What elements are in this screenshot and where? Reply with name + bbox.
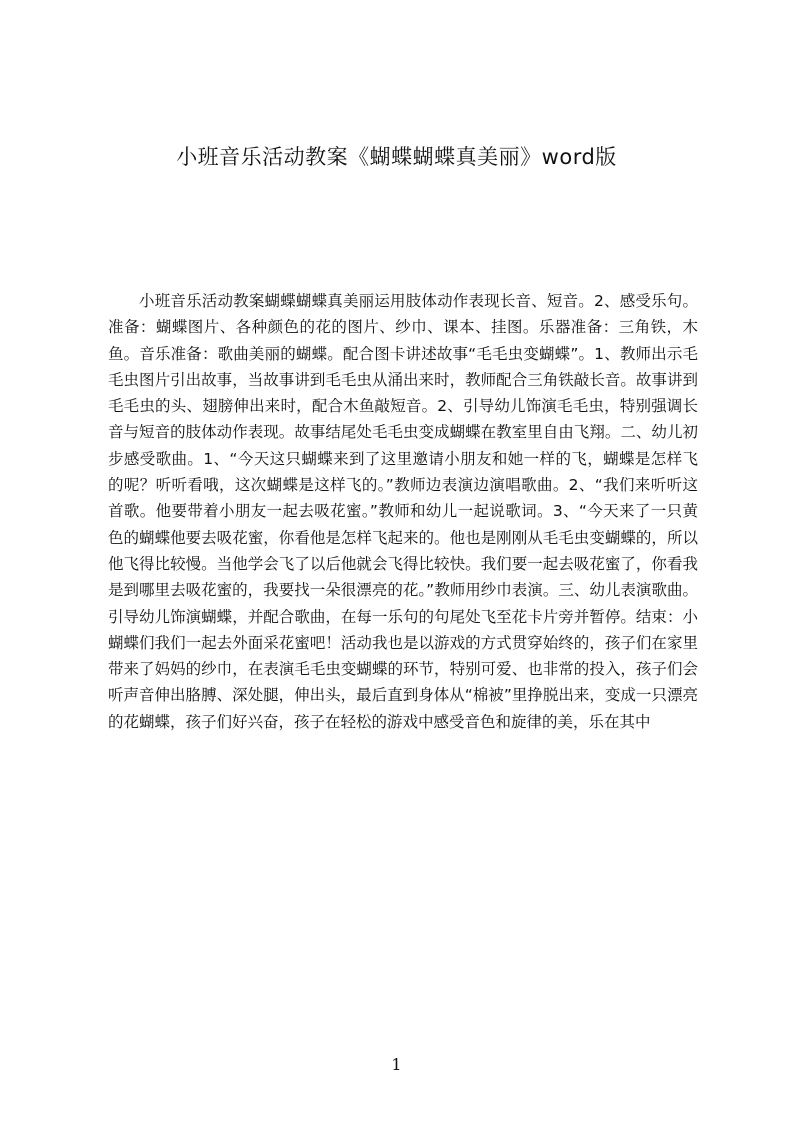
document-body-paragraph: 小班音乐活动教案蝴蝶蝴蝶真美丽运用肢体动作表现长音、短音。2、感受乐句。准备：蝴蝶图片、各种颜色的花的图片、纱巾、课本、挂图。乐器准备：三角铁，木鱼。音乐准备：歌曲美丽的蝴蝶。配合图卡讲述故事“毛毛虫变蝴蝶”。1、教师出示毛毛虫图片引出故事，当故事讲到毛毛虫从涌出来时，教师配合三角铁敲长音。故事讲到毛毛虫的头、翅膀伸出来时，配合木鱼敲短音。2、引导幼儿饰演毛毛虫，特别强调长音与短音的肢体动作表现。故事结尾处毛毛虫变成蝴蝶在教室里自由飞翔。二、幼儿初步感受歌曲。1、“今天这只蝴蝶来到了这里邀请小朋友和她一样的飞，蝴蝶是怎样飞的呢？听听看哦，这次蝴蝶是这样飞的。”教师边表演边演唱歌曲。2、“我们来听听这首歌。他要带着小朋友一起去吸花蜜。”教师和幼儿一起说歌词。3、“今天来了一只黄色的蝴蝶他要去吸花蜜，你看他是怎样飞起来的。他也是刚刚从毛毛虫变蝴蝶的，所以他飞得比较慢。当他学会飞了以后他就会飞得比较快。我们要一起去吸花蜜了，你看我是到哪里去吸花蜜的，我要找一朵很漂亮的花。”教师用纱巾表演。三、幼儿表演歌曲。引导幼儿饰演蝴蝶，并配合歌曲，在每一乐句的句尾处飞至花卡片旁并暂停。结束：小蝴蝶们我们一起去外面采花蜜吧！活动我也是以游戏的方式贯穿始终的，孩子们在家里带来了妈妈的纱巾，在表演毛毛虫变蝴蝶的环节，特别可爱、也非常的投入，孩子们会听声音伸出胳膊、深处腿，伸出头，最后直到身体从“棉被”里挣脱出来，变成一只漂亮的花蝴蝶，孩子们好兴奋，孩子在轻松的游戏中感受音色和旋律的美，乐在其中 [108,292,698,731]
page-number: 1 [391,1055,402,1074]
document-title: 小班音乐活动教案《蝴蝶蝴蝶真美丽》word版 [176,145,617,169]
